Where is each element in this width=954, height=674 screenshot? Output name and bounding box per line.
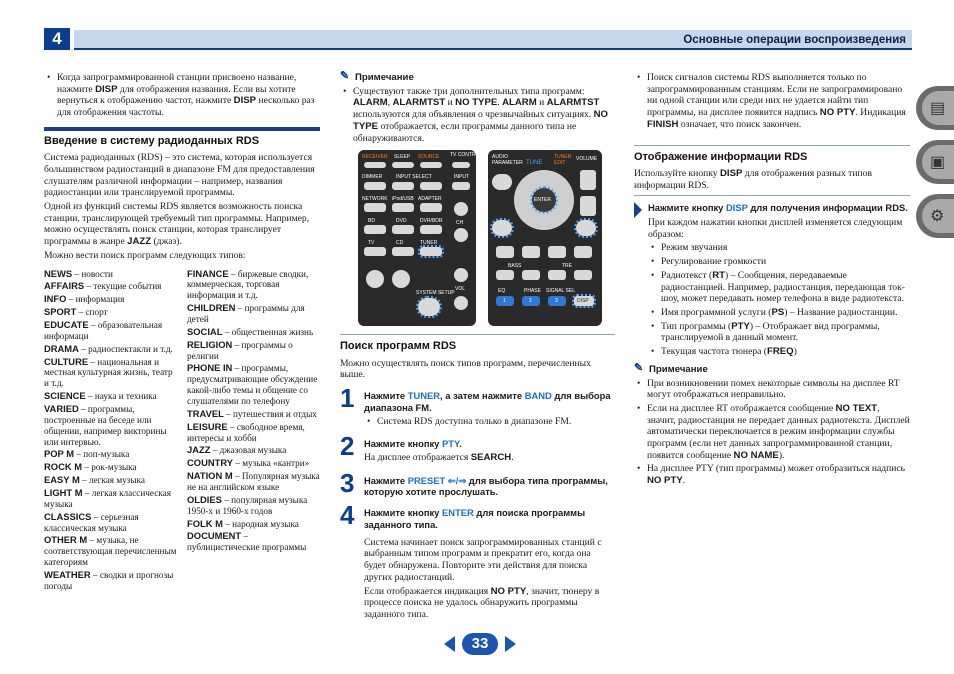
program-type-desc: – радиоспектакли и т.д. [78,343,173,354]
program-type-item [44,403,177,447]
eq-label: EQ [498,288,506,295]
text: Регулирование громкости [661,256,767,268]
program-type-item [187,326,320,338]
step-sub-text [364,452,615,464]
button-name: ENTER [442,507,474,519]
program-type-name: LIGHT M [44,487,83,499]
indicator: PS [771,307,785,318]
ch-down-button[interactable] [454,228,468,242]
column-left [44,72,320,593]
network-label: NETWORK [362,196,388,203]
program-type-desc: – программы для детей [187,303,305,324]
search-intro-text: Можно осуществлять поиск типов программ, перечисленных выше. [340,357,591,381]
pty-button[interactable] [576,220,596,236]
step-text: Нажмите [364,390,408,402]
program-type-desc: – текущие события [84,281,162,292]
program-type-name: COUNTRY [187,457,234,469]
program-type-item [187,408,320,420]
display-action-title [648,202,910,214]
page-section-title: Основные операции воспроизведения [683,34,906,46]
step4-paragraph-2 [364,586,615,621]
program-type-name: PHONE IN [187,362,233,374]
step-text: Нажмите [364,474,408,486]
system-setup-label: SYSTEM SETUP [416,290,455,297]
program-type-item [44,534,177,568]
program-type-item [44,448,177,460]
volume-label: VOLUME [576,156,598,163]
text: Текущая частота тюнера ( [661,346,767,358]
program-type-item [44,356,177,390]
program-type-name: NATION M [187,470,233,482]
program-type-item [187,421,320,444]
program-type-column-right [187,268,320,593]
input-label: INPUT [454,174,469,181]
text: На дисплее отображается [364,451,471,463]
display-mode-item [648,321,910,344]
indicator: NO TEXT [835,402,878,414]
tuner-label: TUNER [420,240,438,247]
input-select-label: INPUT SELECT [396,174,432,181]
input-select-right-button[interactable] [420,182,442,190]
display-modes-list [648,242,910,357]
signal-sel-label: SIGNAL SEL [546,288,575,295]
step-sub-bullet: • Система RDS доступна только в диапазоне FM. [364,416,615,428]
dvr-bdr-label: DVR/BDR [420,218,443,225]
dvd-button[interactable] [392,225,414,234]
indicator: NO PTY [647,475,683,487]
dvd-label: DVD [396,218,407,225]
step-text: , а затем нажмите [440,390,525,402]
play-prev-button[interactable] [496,246,514,258]
book-icon: ▤ [930,100,946,117]
text: ) – Сообщения, передаваемые радиостанцией. Например, радиостанция, передающая ток-шоу, может передавать номер телефона в виде радиотекста. [661,269,905,305]
dimmer-button[interactable] [364,182,386,190]
column-middle [340,72,615,623]
side-tab-tools[interactable] [916,194,954,238]
step-number: 1 [340,383,355,414]
adapter-label: ADAPTER [418,196,442,203]
step-text: для выбора типа программы, которую хотите прослушать. [364,474,608,498]
program-type-name: CULTURE [44,355,89,367]
program-type-name: TRAVEL [187,407,224,419]
program-type-desc: – программы, предусматривающие обсуждение какой-либо темы и общение со слушателями по телефону [187,363,318,406]
program-type-name: AFFAIRS [44,280,85,292]
step-body [364,387,615,429]
step-number: 2 [340,431,355,462]
program-type-name: FOLK M [187,517,223,529]
step-text: . [459,438,462,450]
program-type-name: ROCK M [44,461,83,473]
program-type-desc: – музыка, не соответствующая перечисленным категориям [44,535,177,568]
program-type-desc: – спорт [76,307,108,318]
program-type-desc: – популярная музыка 1950-х и 1960-х годов [187,494,308,516]
program-type-item [44,569,177,592]
program-type-name: DRAMA [44,342,79,354]
program-type-desc: – образовательная информаци [44,319,163,341]
tv-control-button[interactable] [452,162,470,168]
indicator: FREQ [766,346,794,358]
program-type-item [187,444,320,456]
program-type-name: VARIED [44,403,79,414]
step-text: Нажмите кнопку [364,438,442,450]
band-button[interactable] [492,220,512,236]
program-type-desc: – информация [66,294,125,305]
display-mode-item [648,346,910,358]
cd-round-button[interactable] [366,270,384,288]
vol-label: VOL [455,286,466,293]
program-type-name: SOCIAL [187,325,223,337]
bass-down-button[interactable] [496,270,514,280]
system-setup-button[interactable] [418,298,440,316]
remote-control-illustration [340,150,615,326]
program-type-name: JAZZ [187,444,211,456]
program-type-item [44,268,177,280]
section-heading-rds-search: Поиск программ RDS [340,334,615,353]
audio-parameter-label: AUDIO PARAMETER [492,154,523,167]
program-type-name: POP M [44,448,75,460]
program-type-desc: – путешествия и отдых [223,408,317,419]
button-name: PTY [442,438,460,450]
text: ) – Название радиостанции. [784,307,898,318]
program-type-name: RELIGION [187,338,233,350]
step-1 [340,383,615,429]
step-number: 3 [340,467,355,498]
text: При возникновении помех некоторые символы на дисплее RT могут отображаться неправильно. [647,377,900,401]
program-type-item [187,302,320,325]
program-type-name: NEWS [44,267,73,279]
step-title [364,504,615,531]
page-navigation [440,632,520,658]
num-2-label: 2 [529,298,532,305]
text: ). [778,449,785,461]
source-label: SOURCE [418,154,440,161]
step-3 [340,467,615,499]
text: Тип программы ( [661,320,732,332]
ch-up-button[interactable] [454,202,468,216]
num-2-button[interactable] [522,296,540,306]
note-heading-right: ✎ Примечание [634,364,910,376]
disp-button[interactable] [574,296,594,306]
program-type-name: SCIENCE [44,390,86,402]
program-type-name: INFO [44,293,67,305]
step-number: 4 [340,500,355,531]
step-text: для выбора диапазона FM. [364,390,611,413]
display-mode-item [648,242,910,254]
tv-control-label: TV CONTROL [450,152,483,159]
program-type-name: OLDIES [187,493,222,505]
cd-button[interactable] [392,247,414,256]
chapter-number-badge: 4 [44,28,70,50]
device-icon: ▣ [930,154,946,171]
ipod-usb-button[interactable] [392,203,414,212]
section-heading-rds-intro: Введение в систему радиоданных RDS [44,127,320,148]
program-type-item [44,280,177,292]
search-note-bullet: • Поиск сигналов системы RDS выполняется только по запрограммированным станциям. Если не запрограммировано ни одной станции или среди них не удается найти тип программы, на дисплее появится надпись NO PTY. Индикация FINISH означает, что поиск закончен. [634,72,910,131]
num-3-button[interactable] [548,296,566,306]
program-type-name: DOCUMENT [187,530,242,542]
arrow-right-icon [634,202,642,218]
program-type-item [187,268,320,302]
pause-button[interactable] [522,246,540,258]
search-steps [340,383,615,623]
dimmer-label: DIMMER [362,174,383,181]
program-type-desc: – Популярная музыка не на английском языке [187,471,320,493]
program-type-item [187,530,320,553]
volume-minus-button[interactable] [580,196,596,216]
indicator: RT [712,269,725,281]
num-1-button[interactable] [496,296,514,306]
disp-label: DISP [577,298,589,305]
tre-up-button[interactable] [574,270,592,280]
num-1-label: 1 [503,298,506,305]
num-3-label: 3 [555,298,558,305]
bd-label: BD [368,218,375,225]
bass-label: BASS [508,263,522,270]
cd-label: CD [396,240,404,247]
note-item [634,463,910,486]
display-message: SEARCH [470,451,512,463]
program-type-item [44,461,177,473]
program-type-list [44,268,320,593]
program-type-desc: – поп-музыка [74,449,130,460]
program-type-desc: – музыка «кантри» [233,458,310,469]
step-sub-list [364,416,615,428]
vol-up-button[interactable] [454,268,468,282]
program-type-name: FINANCE [187,267,229,279]
text: . [682,475,686,487]
phase-label: PHASE [524,288,541,295]
display-notes-list [634,378,910,487]
volume-plus-button[interactable] [580,170,596,190]
program-type-desc: – программы о религии [187,339,293,361]
program-type-desc: – народная музыка [222,518,299,529]
tools-icon: ⚙ [930,208,945,225]
program-type-name: LEISURE [187,420,228,432]
tre-label: TRE [562,263,572,270]
text: ) [793,346,797,358]
text: Радиотекст ( [661,269,713,281]
program-type-desc: – публицистические программы [187,531,307,553]
ch-label: CH [456,220,464,227]
tune-top-label: TUNE [526,160,543,167]
tv-input-button[interactable] [364,247,386,256]
program-type-desc: – легкая классическая музыка [44,488,171,509]
adapter-button[interactable] [420,203,442,212]
network-button[interactable] [364,203,386,212]
display-mode-item [648,270,910,305]
program-type-desc: – джазовая музыка [210,445,287,456]
program-type-item [44,306,177,318]
step-text: для поиска программы заданного типа. [364,507,586,530]
note-item [634,378,910,401]
program-type-item [44,487,177,510]
note-heading: ✎ Примечание [340,72,615,84]
pencil-note-icon [634,365,646,375]
side-tab-book[interactable] [916,86,954,130]
program-type-desc: – наука и техника [85,391,157,402]
rds-paragraph-2: Одной из функций системы RDS является возможность поиска станции, транслирующей требуемый тип программы. Например, можно осуществлять поиск станции, которая транслирует программы в жанре JAZZ (джаз). [44,201,310,248]
tuner-edit-label: TUNER EDIT [554,154,572,167]
source-button[interactable] [420,162,442,168]
text: Режим звучания [661,242,728,254]
program-type-item [44,319,177,342]
bd-button[interactable] [364,225,386,234]
ipod-usb-label: iPod/USB [392,196,414,203]
step-title [364,472,615,499]
program-type-item [187,339,320,362]
rds-paragraph-1: Система радиоданных (RDS) – это система, которая используется большинством радиостанций в диапазоне FM для предоставления слушателям различной информации – например, названия радиостанции или транслируемой программы. [44,152,315,199]
header-bar [74,30,912,50]
note-item [634,403,910,462]
step-4 [340,500,615,622]
program-type-name: EDUCATE [44,318,89,330]
step-body [364,504,615,622]
program-type-item [187,362,320,406]
program-type-name: WEATHER [44,569,91,581]
remote-left [358,150,483,326]
step-title [364,387,615,414]
sleep-label: SLEEP [394,154,411,161]
tv-round-button[interactable] [392,270,410,288]
enter-button[interactable] [532,188,556,212]
side-tab-device[interactable] [916,140,954,184]
text: . [511,451,514,463]
button-name: DISP [726,202,748,214]
step-body [364,435,615,465]
text: Если на дисплее RT отображается сообщение [647,402,836,414]
program-type-name: EASY M [44,474,80,486]
program-type-column-left [44,268,177,593]
text: Имя программной услуги ( [661,307,772,318]
program-type-desc: – общественная жизнь [222,326,314,337]
stop-button[interactable] [548,246,566,258]
step4-paragraph-1: Система начинает поиск запрограммированных станций с выбранным типом программ и прекратит его, когда она будет обнаружена. Повторите эти действия для поиска других радиостанций. [364,536,602,583]
tv-label: TV [368,240,375,247]
program-type-item [187,518,320,530]
program-type-desc: – легкая музыка [79,475,145,486]
display-mode-item [648,307,910,319]
receiver-button[interactable] [364,162,386,168]
input-select-left-button[interactable] [392,182,414,190]
program-type-desc: – рок-музыка [82,462,137,473]
receiver-label: RECEIVER [362,154,388,161]
dvr-bdr-button[interactable] [420,225,442,234]
indicator: NO NAME [733,449,779,461]
display-action [634,195,910,359]
program-type-item [187,470,320,493]
program-type-item [44,511,177,534]
program-type-item [44,293,177,305]
text: , значит, тюнеру в процессе поиска не удалось обнаружить программы заданного типа. [364,585,600,620]
display-mode-item [648,256,910,268]
mute-button[interactable] [574,246,592,258]
step-text: Нажмите кнопку [364,507,442,519]
button-name: TUNER [407,390,441,402]
indicator: PTY [731,320,750,332]
button-name: BAND [524,390,552,402]
bass-up-button[interactable] [522,270,540,280]
step-text: Нажмите кнопку [648,202,726,214]
program-type-name: CLASSICS [44,510,92,522]
input-button[interactable] [452,182,470,190]
program-type-desc: – национальная и местная культурная жизнь, театр и т.д. [44,356,173,389]
program-type-desc: – биржевые сводки, коммерческая, торговая информация и т.д. [187,268,309,301]
button-name: PRESET ⇐/⇒ [407,474,467,486]
step-text: для получения информации RDS. [747,202,908,214]
display-action-text: При каждом нажатии кнопки дисплей изменяется следующим образом: [648,217,903,240]
enter-label: ENTER [534,197,551,204]
page-number: 33 [462,633,498,655]
step-title [364,435,615,450]
program-type-desc: – новости [72,268,113,279]
note-bullet: • Существуют также три дополнительных типа программ: ALARM, ALARMTST и NO TYPE. ALARM и ALARMTST используются для объявления о чрезвычайных ситуациях. NO TYPE отображается, если программы данного типа не обнаруживаются. [340,86,615,145]
program-type-desc: – сводки и прогнозы погоды [44,570,174,591]
program-type-desc: – свободное время, интересы и хобби [187,421,305,443]
step-body [364,472,615,499]
tuner-button-highlighted[interactable] [420,247,442,256]
program-type-desc: – серьезная классическая музыка [44,511,139,533]
vol-down-button[interactable] [454,296,468,310]
section-heading-rds-display: Отображение информации RDS [634,145,910,164]
next-page-icon[interactable] [505,636,516,652]
program-type-item [187,457,320,469]
tre-down-button[interactable] [548,270,566,280]
step-2 [340,431,615,465]
audio-parameter-button[interactable] [492,174,512,190]
program-type-name: OTHER M [44,534,88,546]
display-intro-text: Используйте кнопку DISP для отображения разных типов информации RDS. [634,167,872,191]
display-message: NO PTY [490,585,527,597]
sleep-button[interactable] [392,162,414,168]
program-type-item [44,390,177,402]
program-type-desc: – программы, построенные на беседе или общении, например викторины или интервью. [44,404,167,447]
text: На дисплее PTY (тип программы) может отобразиться надпись [647,463,906,475]
program-type-item [44,474,177,486]
intro-bullet: • Когда запрограммированной станции присвоено название, нажмите DISP для отображения названия. Если вы хотите вернуться к отображению частот, нажмите DISP несколько раз для отображения частоты. [44,72,320,119]
dpad-ring[interactable] [514,170,574,230]
text: Если отображается индикация [364,585,491,597]
program-type-name: CHILDREN [187,302,236,314]
prev-page-icon[interactable] [444,636,455,652]
program-type-item [44,343,177,355]
pencil-note-icon [340,73,352,83]
program-type-item [187,494,320,517]
remote-right [488,150,602,326]
text: ) – Отображает вид программы, транслируемой в данный момент. [661,320,880,344]
program-type-name: SPORT [44,306,77,318]
text: , значит, радиостанция не передает данных радиотекста. Дисплей автоматически переключается в режим информации службы программ (если нет данных запрограммированной станции, появится сообщение [647,402,910,461]
rds-paragraph-3: Можно вести поиск программ следующих типов: [44,249,246,261]
column-right [634,72,910,489]
